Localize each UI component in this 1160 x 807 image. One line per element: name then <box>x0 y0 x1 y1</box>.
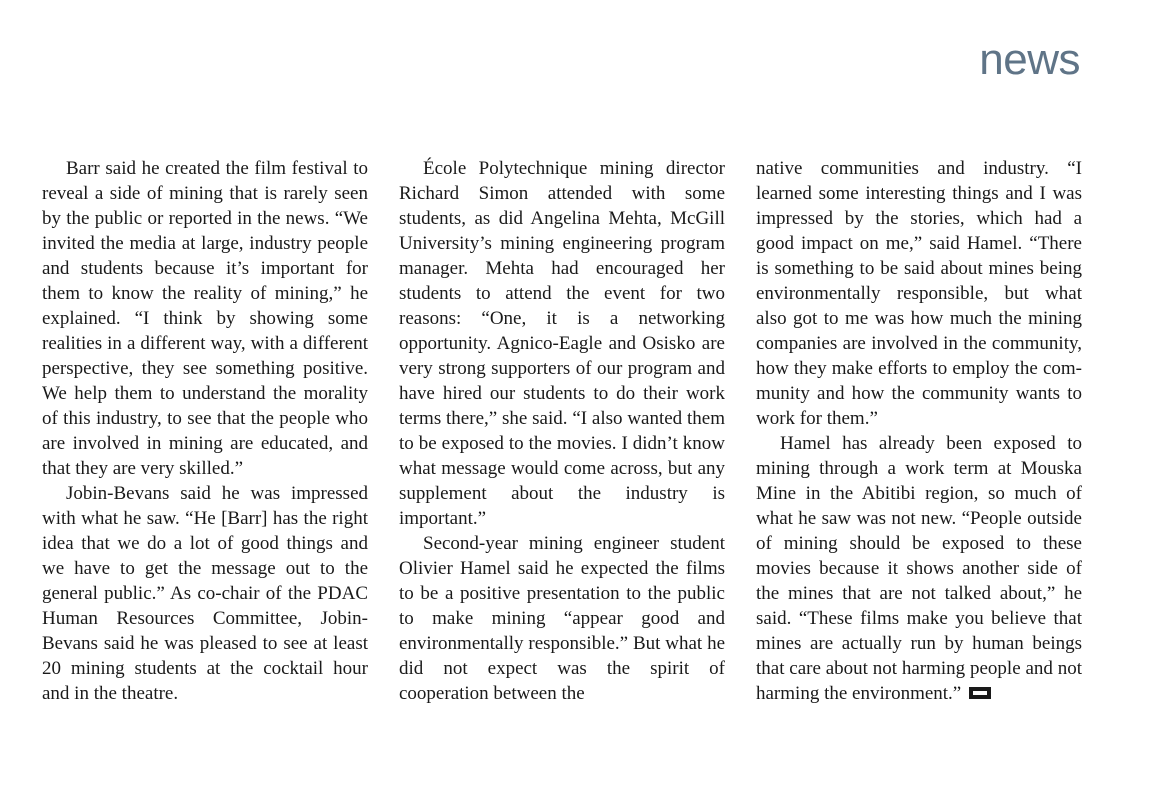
article-column-2 <box>399 156 725 706</box>
article-column-3 <box>756 156 1082 706</box>
paragraph-text: Hamel has already been exposed to mining through a work term at Mouska Mine in the Abitibi region, so much of what he saw was not new. “People outside of mining should be exposed to these movies because it shows another side of the mines that are not talked about,” he said. “These films make you believe that mines are actually run by human beings that care about not harming people and not harming the environment.” <box>756 433 1082 704</box>
paragraph-final <box>756 431 1082 706</box>
paragraph: Second-year mining engineer student Olivier Hamel said he expected the films to be a positive presentation to the public to make mining “appear good and environmentally responsible.” But what he did not expect was the spirit of cooperation between the <box>399 533 725 704</box>
article-column-1 <box>42 156 368 706</box>
paragraph: native communities and industry. “I learned some interesting things and I was impressed by the stories, which had a good impact on me,” said Hamel. “There is something to be said about mines being environmentally responsible, but what also got to me was how much the mining companies are involved in the community, how they make efforts to employ the community and how the community wants to work for them.” <box>756 158 1082 429</box>
publication-end-mark-icon <box>969 687 991 699</box>
paragraph: Barr said he created the film festival to reveal a side of mining that is rarely seen by the public or reported in the news. “We invited the media at large, industry people and students because it’s important for them to know the reality of mining,” he explained. “I think by showing some realities in a different way, with a different perspective, they see something positive. We help them to understand the morality of this industry, to see that the people who are involved in mining are educated, and that they are very skilled.” <box>42 158 368 479</box>
article-body <box>42 156 1082 706</box>
section-label: news <box>979 35 1080 84</box>
paragraph: Jobin-Bevans said he was impressed with what he saw. “He [Barr] has the right idea that we do a lot of good things and we have to get the message out to the general public.” As co-chair of the PDAC Human Resources Committee, Jobin-Bevans said he was pleased to see at least 20 mining students at the cocktail hour and in the theatre. <box>42 483 368 704</box>
paragraph: École Polytechnique mining director Richard Simon attended with some students, as did Angelina Mehta, McGill University’s mining engineering program manager. Mehta had encouraged her students to attend the event for two reasons: “One, it is a networking opportunity. Agnico-Eagle and Osisko are very strong supporters of our program and have hired our students to do their work terms there,” she said. “I also wanted them to be exposed to the movies. I didn’t know what message would come across, but any supplement about the industry is important.” <box>399 158 725 529</box>
